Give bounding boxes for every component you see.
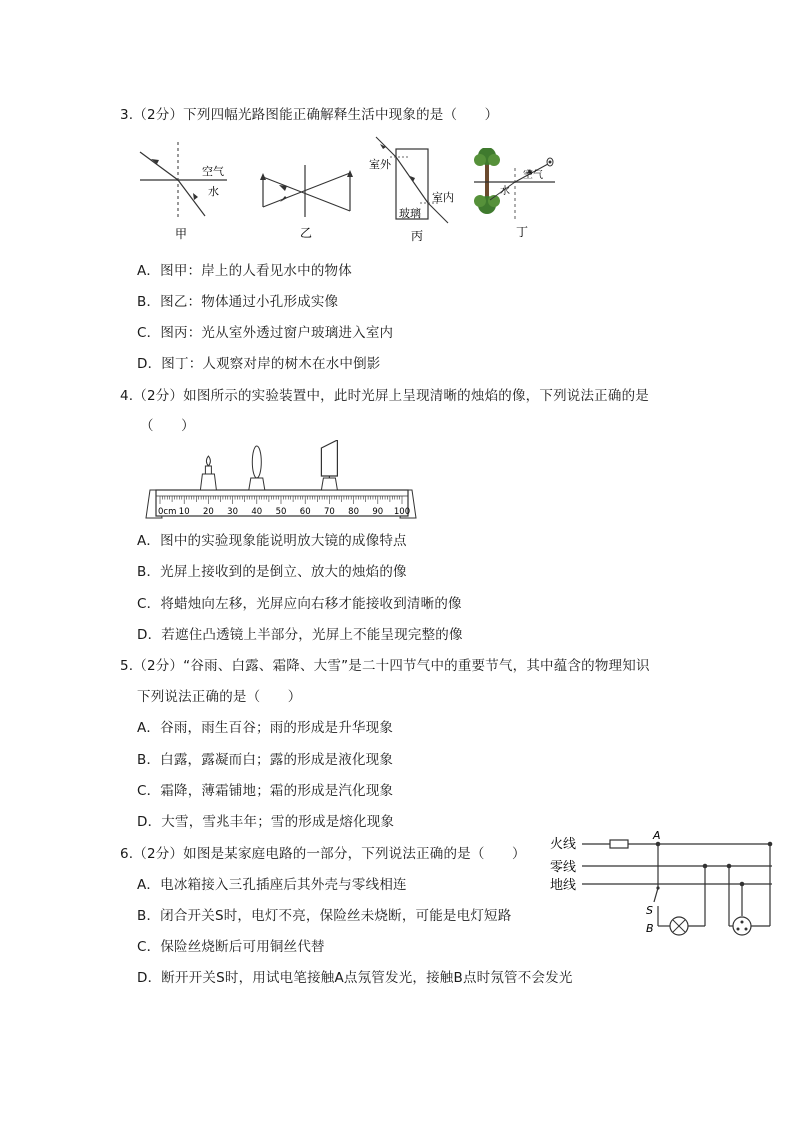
q4-option-a: A．图中的实验现象能说明放大镜的成像特点 [137, 533, 407, 549]
q3-fig-bing [368, 135, 463, 245]
ruler-tick-label: 30 [227, 507, 239, 517]
light-screen-icon [321, 440, 337, 490]
neutral-wire-label: 零线 [550, 860, 577, 875]
q5-option-c: C．霜降，薄霜铺地；霜的形成是汽化现象 [137, 783, 394, 799]
ruler-tick-label: 10 [178, 507, 190, 517]
q3-fig-ding [470, 148, 570, 243]
ruler-tick-label: 90 [372, 507, 384, 517]
q6-option-a: A．电冰箱接入三孔插座后其外壳与零线相连 [137, 877, 407, 893]
fuse-icon [610, 840, 628, 848]
q4-stem: 4.（2分）如图所示的实验装置中，此时光屏上呈现清晰的烛焰的像，下列说法正确的是 [120, 388, 649, 404]
bing-outside-label: 室外 [369, 158, 391, 171]
ruler-tick-label: 20 [202, 507, 214, 517]
candle-icon [200, 456, 216, 490]
q4-option-c: C．将蜡烛向左移，光屏应向右移才能接收到清晰的像 [137, 596, 462, 612]
ding-air-label: 空气 [523, 170, 543, 181]
bing-inside-label: 室内 [432, 191, 454, 204]
jia-air-label: 空气 [202, 165, 224, 178]
q4-option-d: D．若遮住凸透镜上半部分，光屏上不能呈现完整的像 [137, 627, 463, 643]
q3-option-b: B．图乙：物体通过小孔形成实像 [137, 294, 339, 310]
jia-caption: 甲 [175, 227, 188, 240]
ruler-tick-label: 40 [251, 507, 263, 517]
bing-caption: 丙 [411, 229, 424, 243]
point-a-label: A [653, 829, 661, 842]
point-b-label: B [646, 922, 654, 935]
q5-option-a: A．谷雨，雨生百谷；雨的形成是升华现象 [137, 720, 394, 736]
q3-option-d: D．图丁：人观察对岸的树木在水中倒影 [137, 356, 381, 372]
bing-glass-label: 玻璃 [399, 207, 421, 220]
q4-option-b: B．光屏上接收到的是倒立、放大的烛焰的像 [137, 564, 407, 580]
q4-stem-cont: （ ） [140, 418, 195, 434]
q3-fig-jia [135, 140, 235, 240]
ruler-tick-label: 70 [323, 507, 335, 517]
q3-option-c: C．图丙：光从室外透过窗户玻璃进入室内 [137, 325, 394, 341]
q5-stem: 5.（2分）“谷雨、白露、霜降、大雪”是二十四节气中的重要节气，其中蕴含的物理知识 [120, 658, 650, 674]
q5-option-b: B．白露，露凝而白；露的形成是液化现象 [137, 752, 394, 768]
q3-stem: 3.（2分）下列四幅光路图能正确解释生活中现象的是（ ） [120, 107, 499, 123]
q6-option-d: D．断开开关S时，用试电笔接触A点氖管发光，接触B点时氖管不会发光 [137, 970, 573, 986]
ruler-tick-label: 80 [348, 507, 360, 517]
convex-lens-icon [249, 446, 265, 490]
q3-fig-yi [255, 165, 365, 240]
q6-stem: 6.（2分）如图是某家庭电路的一部分，下列说法正确的是（ ） [120, 846, 526, 862]
q6-option-b: B．闭合开关S时，电灯不亮，保险丝未烧断，可能是电灯短路 [137, 908, 512, 924]
three-hole-socket-icon [733, 917, 751, 935]
switch-label: S [646, 904, 653, 917]
ding-caption: 丁 [516, 225, 529, 239]
q6-option-c: C．保险丝烧断后可用铜丝代替 [137, 939, 325, 955]
live-wire-label: 火线 [550, 837, 577, 852]
yi-caption: 乙 [300, 226, 313, 240]
household-circuit-diagram [548, 828, 778, 940]
switch-icon [654, 888, 658, 902]
ruler-tick-label: 50 [275, 507, 287, 517]
ruler-tick-label: 100 [393, 507, 411, 517]
q5-option-d: D．大雪，雪兆丰年；雪的形成是熔化现象 [137, 814, 395, 830]
jia-water-label: 水 [208, 185, 219, 198]
optical-bench [140, 440, 430, 520]
ruler-unit-label: 0cm [158, 507, 177, 517]
ground-wire-label: 地线 [550, 878, 577, 893]
q5-stem-cont: 下列说法正确的是（ ） [137, 689, 302, 705]
ruler-tick-label: 60 [299, 507, 311, 517]
ding-water-label: 水 [500, 186, 510, 197]
q3-option-a: A．图甲：岸上的人看见水中的物体 [137, 263, 352, 279]
